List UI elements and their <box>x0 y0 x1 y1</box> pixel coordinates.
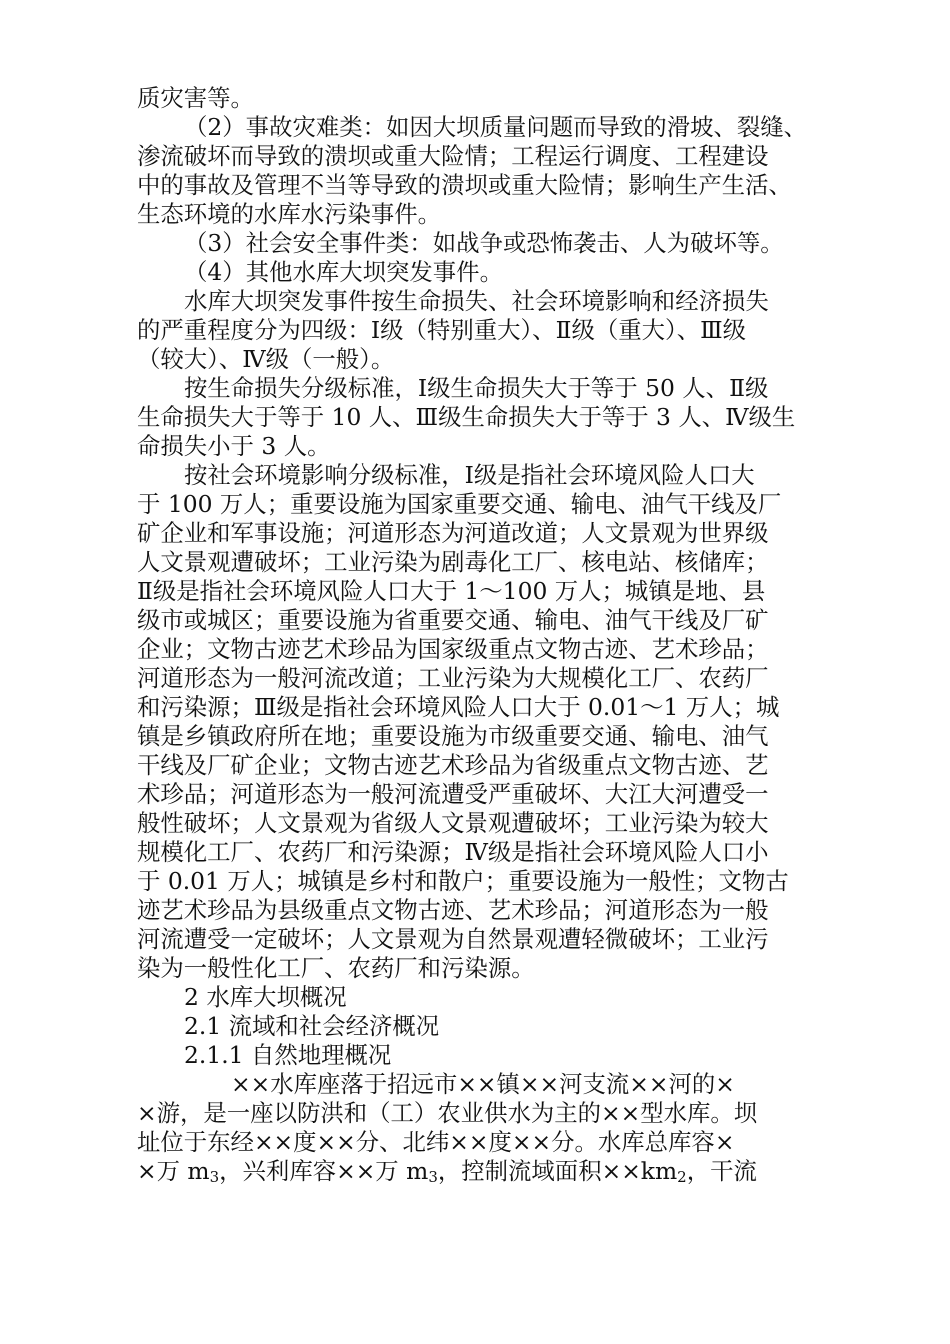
paragraph-line-last <box>137 1157 837 1186</box>
section-heading: 2 水库大坝概况 <box>184 983 347 1011</box>
subscript: 3 <box>209 1168 220 1186</box>
paragraph-line: 于 0.01 万人；城镇是乡村和散户；重要设施为一般性；文物古 <box>137 867 789 895</box>
paragraph-line: 术珍品；河道形态为一般河流遭受严重破坏、大江大河遭受一 <box>137 780 769 808</box>
paragraph-line: 按社会环境影响分级标准，Ⅰ级是指社会环境风险人口大 <box>184 461 755 489</box>
paragraph-line: 河道形态为一般河流改道；工业污染为大规模化工厂、农药厂 <box>137 664 769 692</box>
paragraph-line: （较大）、Ⅳ级（一般）。 <box>137 345 395 373</box>
paragraph-line: 人文景观遭破坏；工业污染为剧毒化工厂、核电站、核储库； <box>137 548 769 576</box>
paragraph-line: 于 100 万人；重要设施为国家重要交通、输电、油气干线及厂 <box>137 490 782 518</box>
text-fragment: ，控制流域面积××km <box>437 1157 678 1185</box>
paragraph-line: 命损失小于 3 人。 <box>137 432 331 460</box>
body-text <box>137 84 837 1186</box>
text-fragment: ，兴利库容××万 m <box>219 1157 429 1185</box>
paragraph-line: 般性破坏；人文景观为省级人文景观遭破坏；工业污染为较大 <box>137 809 769 837</box>
text-fragment: ，干流 <box>686 1157 757 1185</box>
paragraph-line: Ⅱ级是指社会环境风险人口大于 1～100 万人；城镇是地、县 <box>137 577 766 605</box>
paragraph-line: 的严重程度分为四级：Ⅰ级（特别重大）、Ⅱ级（重大）、Ⅲ级 <box>137 316 747 344</box>
paragraph-line: 质灾害等。 <box>137 84 254 112</box>
paragraph-line: （2）事故灾难类：如因大坝质量问题而导致的滑坡、裂缝、 <box>184 113 808 141</box>
paragraph-line: 和污染源；Ⅲ级是指社会环境风险人口大于 0.01～1 万人；城 <box>137 693 780 721</box>
paragraph-line: 干线及厂矿企业；文物古迹艺术珍品为省级重点文物古迹、艺 <box>137 751 769 779</box>
paragraph-line: （3）社会安全事件类：如战争或恐怖袭击、人为破坏等。 <box>184 229 784 257</box>
text-fragment: ×万 m <box>137 1157 210 1185</box>
paragraph-line: 生命损失大于等于 10 人、Ⅲ级生命损失大于等于 3 人、Ⅳ级生 <box>137 403 796 431</box>
paragraph-line: 企业；文物古迹艺术珍品为国家级重点文物古迹、艺术珍品； <box>137 635 769 663</box>
paragraph-line: 河流遭受一定破坏；人文景观为自然景观遭轻微破坏；工业污 <box>137 925 769 953</box>
paragraph-line: 级市或城区；重要设施为省重要交通、输电、油气干线及厂矿 <box>137 606 769 634</box>
subscript: 2 <box>677 1168 687 1186</box>
paragraph-line: 镇是乡镇政府所在地；重要设施为市级重要交通、输电、油气 <box>137 722 769 750</box>
section-heading: 2.1.1 自然地理概况 <box>184 1041 392 1069</box>
paragraph-line: 址位于东经××度××分、北纬××度××分。水库总库容× <box>137 1128 735 1156</box>
paragraph-line: ×游，是一座以防洪和（工）农业供水为主的××型水库。坝 <box>137 1099 758 1127</box>
paragraph-line: ××水库座落于招远市××镇××河支流××河的× <box>231 1070 735 1098</box>
subscript: 3 <box>428 1168 438 1186</box>
paragraph-line: （4）其他水库大坝突发事件。 <box>184 258 503 286</box>
paragraph-line: 渗流破坏而导致的溃坝或重大险情；工程运行调度、工程建设 <box>137 142 769 170</box>
paragraph-line: 染为一般性化工厂、农药厂和污染源。 <box>137 954 535 982</box>
paragraph-line: 水库大坝突发事件按生命损失、社会环境影响和经济损失 <box>184 287 769 315</box>
paragraph-line: 矿企业和军事设施；河道形态为河道改道；人文景观为世界级 <box>137 519 769 547</box>
paragraph-line: 规模化工厂、农药厂和污染源；Ⅳ级是指社会环境风险人口小 <box>137 838 769 866</box>
paragraph-line: 生态环境的水库水污染事件。 <box>137 200 442 228</box>
paragraph-line: 按生命损失分级标准，Ⅰ级生命损失大于等于 50 人、Ⅱ级 <box>184 374 769 402</box>
section-heading: 2.1 流域和社会经济概况 <box>184 1012 440 1040</box>
paragraph-line: 中的事故及管理不当等导致的溃坝或重大险情；影响生产生活、 <box>137 171 792 199</box>
paragraph-line: 迹艺术珍品为县级重点文物古迹、艺术珍品；河道形态为一般 <box>137 896 769 924</box>
